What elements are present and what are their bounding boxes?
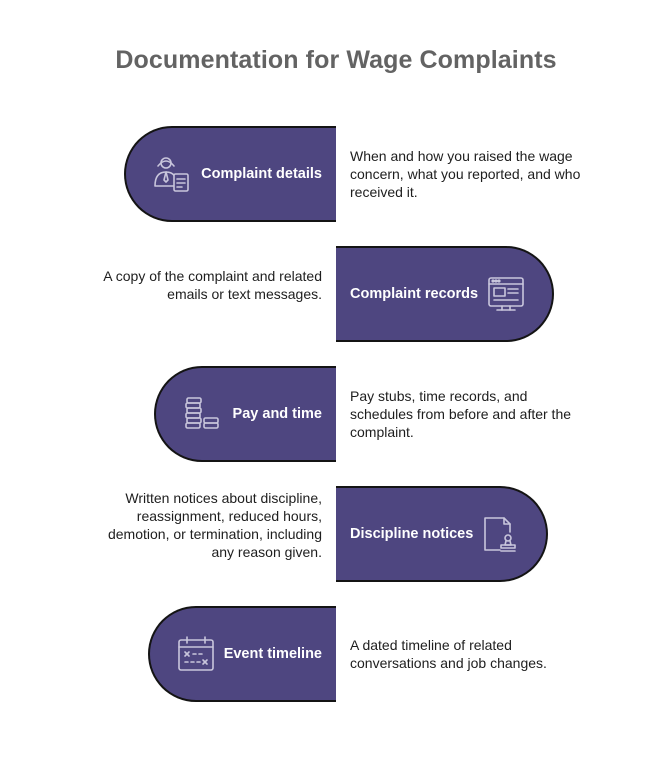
stamped-document-icon [480,514,520,554]
step-label: Pay and time [232,406,322,422]
step-description: Pay stubs, time records, and schedules from before and after the complaint. [350,388,572,440]
step-description: When and how you raised the wage concern, what you reported, and who received it. [350,148,581,200]
step-description: Written notices about discipline, reassignment, reduced hours, demotion, or termination, including any reason given. [107,490,322,560]
page-title: Documentation for Wage Complaints [115,46,557,74]
step-label: Complaint details [201,166,322,182]
step-label: Complaint records [350,286,479,302]
browser-window-icon [486,274,526,314]
step-description: A dated timeline of related conversations and job changes. [350,637,547,671]
step-description: A copy of the complaint and related emails or text messages. [103,268,322,302]
step-label: Discipline notices [350,526,474,542]
user-document-icon [152,154,192,194]
step-label: Event timeline [223,646,322,662]
coin-stacks-icon [182,394,222,434]
calendar-icon [176,634,216,674]
